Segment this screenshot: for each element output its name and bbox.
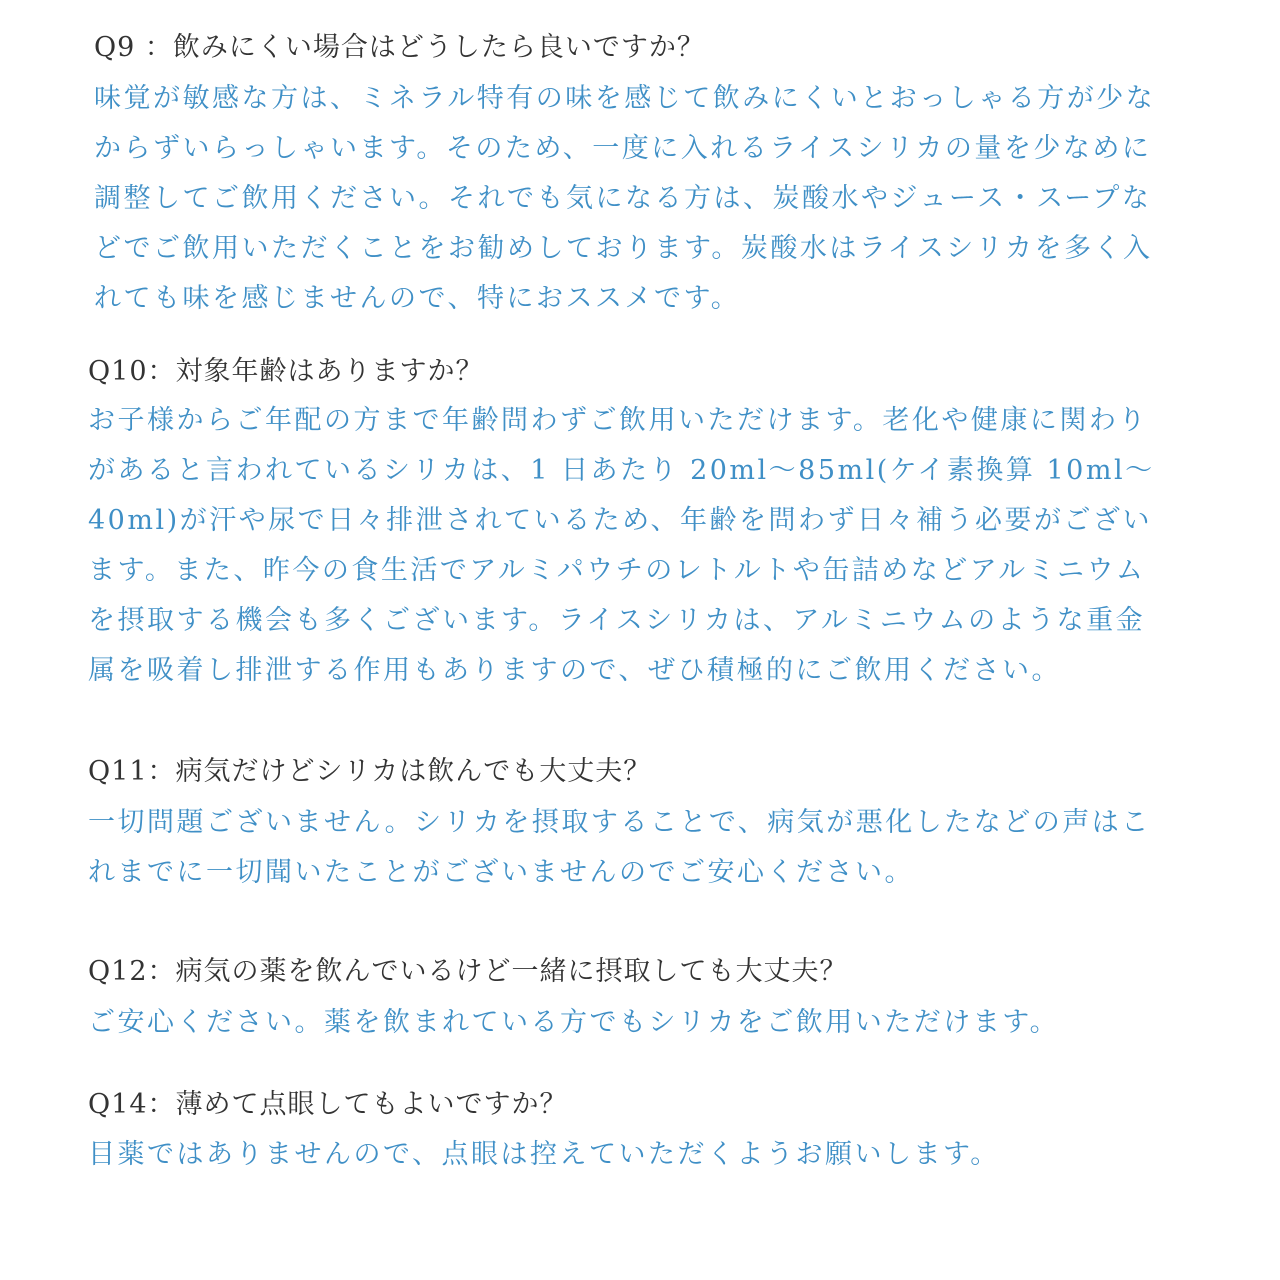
faq-answer: 味覚が敏感な方は、ミネラル特有の味を感じて飲みにくいとおっしゃる方が少なからずいらっしゃいます。そのため、一度に入れるライスシリカの量を少なめに調整してご飲用ください。それでも気になる方は、炭酸水やジュース・スープなどでご飲用いただくことをお勧めしております。炭酸水はライスシリカを多く入れても味を感じませんので、特におススメです。	[94, 83, 1156, 314]
faq-answer: ご安心ください。薬を飲まれている方でもシリカをご飲用いただけます。	[88, 1007, 1060, 1038]
faq-answer: お子様からご年配の方まで年齢問わずご飲用いただけます。老化や健康に関わりがあると言われているシリカは、1 日あたり 20ml～85ml(ケイ素換算 10ml～40ml)が汗や尿で日々排泄されているため、年齢を問わず日々補う必要がございます。また、昨今の食生活でアルミパウチのレトルトや缶詰めなどアルミニウムを摂取する機会も多くございます。ライスシリカは、アルミニウムのような重金属を吸着し排泄する作用もありますので、ぜひ積極的にご飲用ください。	[88, 405, 1155, 686]
faq-question: Q10：対象年齢はありますか？	[88, 356, 484, 387]
faq-question: Q14：薄めて点眼してもよいですか？	[88, 1089, 568, 1120]
faq-question: Q12：病気の薬を飲んでいるけど一緒に摂取しても大丈夫？	[88, 956, 848, 987]
faq-question: Q9 ：飲みにくい場合はどうしたら良いですか？	[94, 32, 705, 63]
faq-answer: 目薬ではありませんので、点眼は控えていただくようお願いします。	[88, 1139, 1000, 1170]
faq-question: Q11：病気だけどシリカは飲んでも大丈夫？	[88, 756, 652, 787]
faq-answer: 一切問題ございません。シリカを摂取することで、病気が悪化したなどの声はこれまでに一切聞いたことがございませんのでご安心ください。	[88, 807, 1151, 888]
